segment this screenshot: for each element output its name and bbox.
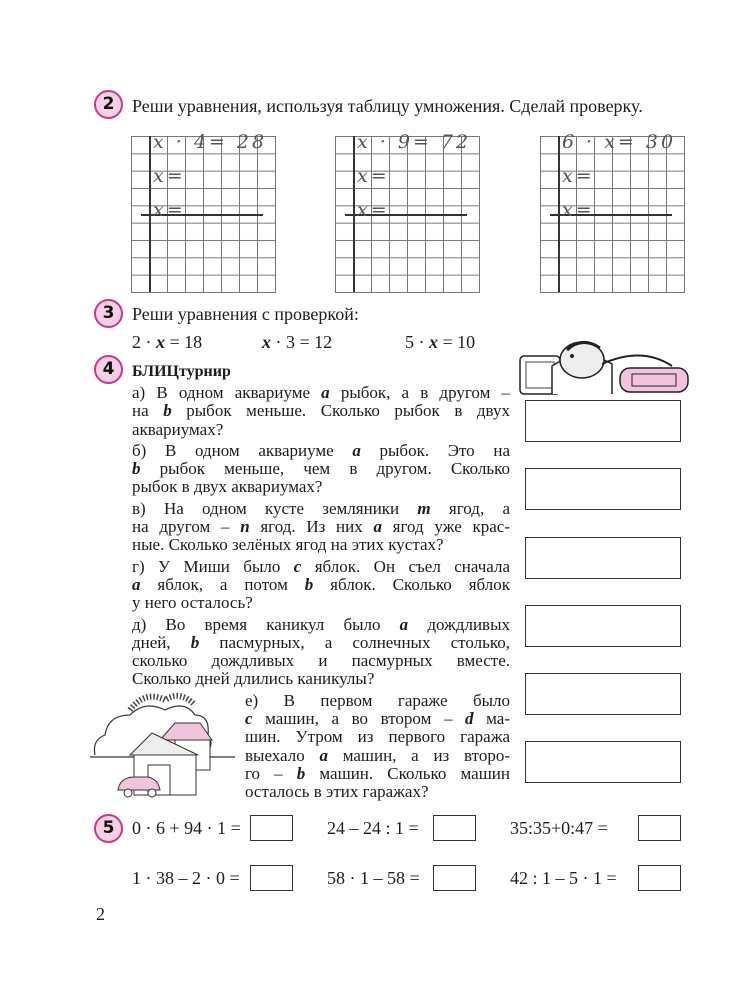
equation: 5 · x = 10 (405, 332, 476, 352)
text-line: на b рыбок меньше. Сколько рыбок в двух (132, 401, 510, 421)
handwritten-x: x= (562, 199, 595, 221)
question-d (132, 616, 510, 689)
expression: 24 – 24 : 1 = (327, 818, 419, 838)
handwritten-x: x= (562, 165, 595, 187)
answer-box[interactable] (638, 865, 681, 891)
text-line: b рыбок меньше, чем в другом. Сколько (132, 459, 510, 479)
text-line: сколько дождливых и пасмурных вместе. (132, 651, 510, 671)
text-line: д) Во время каникул было a дождливых (132, 614, 510, 634)
task-number-badge: 3 (94, 299, 123, 328)
expression: 0 · 6 + 94 · 1 = (132, 818, 241, 838)
task4-title: БЛИЦтурнир (132, 363, 231, 380)
text-line: рыбок в двух аквариумах? (132, 477, 323, 497)
bird-on-books-illustration (512, 336, 692, 398)
text-line: шин. Утром из первого гаража (245, 727, 510, 747)
text-line: выехало a машин, а из второ- (245, 745, 510, 765)
question-v (132, 500, 510, 555)
expression: 1 · 38 – 2 · 0 = (132, 868, 240, 888)
handwritten-equation: 6 · x= 30 (562, 131, 677, 153)
handwritten-x: x= (153, 165, 186, 187)
answer-box[interactable] (433, 815, 476, 841)
expression: 58 · 1 – 58 = (327, 868, 420, 888)
answer-box-b[interactable] (525, 468, 681, 510)
answer-box-v[interactable] (525, 537, 681, 579)
page-number: 2 (96, 904, 105, 924)
question-e (245, 692, 510, 802)
question-g (132, 558, 510, 613)
question-a (132, 384, 510, 439)
expression: 42 : 1 – 5 · 1 = (510, 868, 617, 888)
answer-box-a[interactable] (525, 400, 681, 442)
handwritten-x: x= (357, 199, 390, 221)
answer-box[interactable] (638, 815, 681, 841)
text-line: на другом – n ягод. Из них a ягод уже крас- (132, 517, 510, 537)
text-line: в) На одном кусте земляники m ягод, а (132, 498, 510, 518)
text-line: го – b машин. Сколько машин (245, 763, 510, 783)
handwritten-x: x= (357, 165, 390, 187)
text-line: у него осталось? (132, 593, 253, 613)
text-line: a яблок, а потом b яблок. Сколько яблок (132, 574, 510, 594)
task-number-badge: 2 (94, 90, 123, 119)
answer-box[interactable] (250, 815, 293, 841)
text-line: аквариумах? (132, 419, 224, 439)
expression: 35:35+0:47 = (510, 818, 608, 838)
handwritten-x: x= (153, 199, 186, 221)
text-line: ные. Сколько зелёных ягод на этих кустах? (132, 535, 444, 555)
text-line: Сколько дней длились каникулы? (132, 669, 375, 689)
answer-box[interactable] (250, 865, 293, 891)
text-line: б) В одном аквариуме a рыбок. Это на (132, 440, 510, 460)
task2-title: Реши уравнения, используя таблицу умножения. Сделай проверку. (132, 96, 643, 116)
answer-box[interactable] (433, 865, 476, 891)
answer-box-d[interactable] (525, 673, 681, 715)
text-line: осталось в этих гаражах? (245, 782, 429, 802)
handwritten-equation: x · 4= 28 (153, 131, 268, 153)
equation: 2 · x = 18 (132, 332, 203, 352)
text-line: дней, b пасмурных, а солнечных столько, (132, 632, 511, 652)
task-number-badge: 5 (94, 814, 123, 843)
text-line: г) У Миши было c яблок. Он съел сначала (132, 556, 510, 576)
handwritten-equation: x · 9= 72 (357, 131, 472, 153)
answer-grid-1[interactable] (131, 131, 276, 293)
text-line: c машин, а во втором – d ма- (245, 709, 510, 729)
text-line: а) В одном аквариуме a рыбок, а в другом – (132, 383, 510, 402)
question-b (132, 442, 510, 497)
answer-box-g[interactable] (525, 605, 681, 647)
task3-title: Реши уравнения с проверкой: (132, 304, 359, 324)
task-number-badge: 4 (94, 355, 123, 384)
answer-box-e[interactable] (525, 741, 681, 783)
garage-house-illustration (90, 685, 240, 803)
equation: x · 3 = 12 (262, 332, 333, 352)
answer-grid-2[interactable] (335, 131, 480, 293)
text-line: е) В первом гараже было (245, 690, 510, 710)
answer-grid-3[interactable] (540, 131, 685, 293)
